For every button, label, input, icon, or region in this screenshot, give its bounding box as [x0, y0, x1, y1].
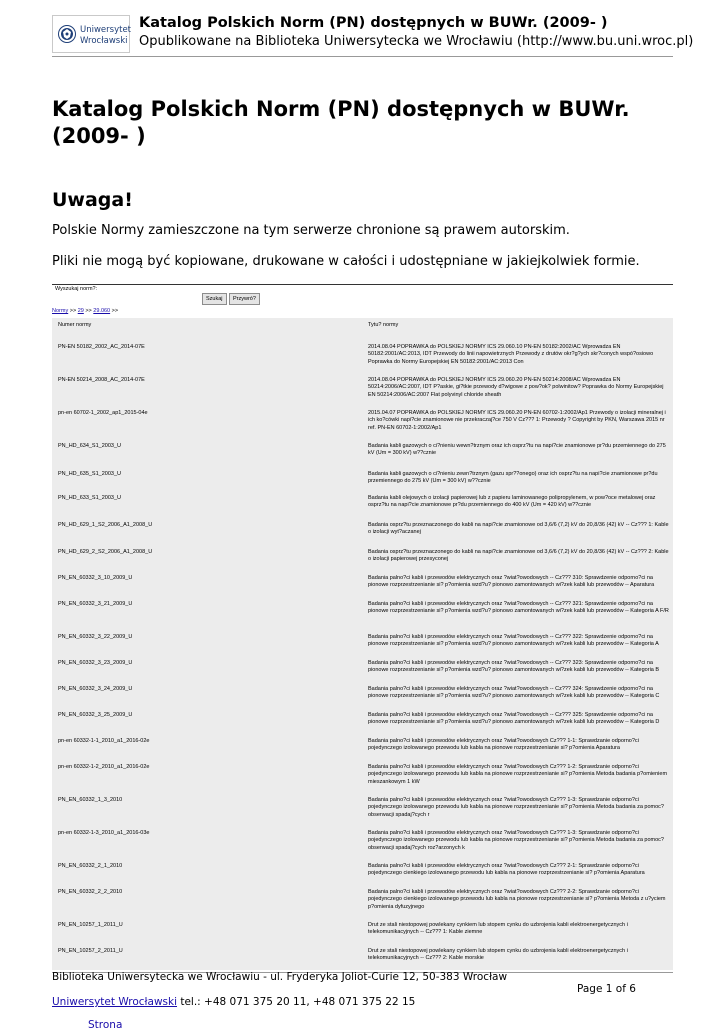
table-row[interactable]: [52, 340, 673, 373]
norm-number: PN_HD_633_S1_2003_U: [58, 495, 121, 501]
norm-number: PN-EN 50182_2002_AC_2014-07E: [58, 344, 145, 350]
warning-heading: Uwaga!: [52, 189, 133, 211]
table-row[interactable]: [52, 944, 673, 970]
norm-title: Badania palno?ci kabli i przewodów elektrycznych oraz ?wiat?owodowych -- Cz??? 324: Sprawdzenie odporno?ci na pionowe rozprzestrzenianie si? p?omienia wzd?u? pionowo zamontowanych wi?zek kabli lub przewodów -- Kategoria C: [368, 686, 660, 700]
norm-title: Badania palno?ci kabli i przewodów elektrycznych oraz ?wiat?owodowych -- Cz??? 321: Sprawdzenie odporno?ci na pionowe rozprzestrzenianie si? p?omienia wzd?u? pionowo zamontowanych wi?zek kabli lub przewodów -- Kategoria A F/R: [368, 601, 669, 615]
header-divider: [52, 56, 673, 57]
norm-number: pn-en 60332-1-2_2010_a1_2016-02e: [58, 764, 150, 770]
table-row[interactable]: [52, 630, 673, 656]
table-row[interactable]: [52, 571, 673, 597]
norm-number: PN_EN_60332_1_3_2010: [58, 797, 123, 803]
norm-number: PN_EN_60332_2_2_2010: [58, 889, 123, 895]
table-row[interactable]: [52, 656, 673, 682]
table-row[interactable]: [52, 545, 673, 571]
norm-number: PN_HD_629_1_S2_2006_A1_2008_U: [58, 522, 153, 528]
footer-phones: tel.: +48 071 375 20 11, +48 071 375 22 15: [177, 996, 416, 1008]
table-row[interactable]: [52, 918, 673, 944]
norm-title: Badania palno?ci kabli i przewodów elektrycznych oraz ?wiat?owodowych -- Cz??? 322: Sprawdzenie odporno?ci na pionowe rozprzestrzenianie si? p?omienia wzd?u? pionowo zamontowanych wi?zek kabli lub przewodów -- Kategoria A: [368, 634, 659, 648]
norm-title: Drut ze stali niestopowej powlekany cynkiem lub stopem cynku do uzbrojenia kabli elektroenergetycznych i telekomunikacyjnych -- Cz??? 1: Kable ziemne: [368, 922, 628, 936]
norm-number: pn-en 60702-1_2002_ap1_2015-04e: [58, 410, 148, 416]
norm-title: 2015.04.07 POPRAWKA do POLSKIEJ NORMY ICS 29.060.20 PN-EN 60702-1:2002/Ap1 Przewody o izolacji mineralnej i ich ko?cówki napi?cie znamionowe nie przekraczaj?ce 750 V Cz??? 1: Przewody ? Copyright by PKN, Warszawa 2015 nr ref. PN-EN 60702-1:2002/Ap1: [368, 410, 666, 431]
table-row[interactable]: [52, 597, 673, 630]
search-label: Wyszukaj norm?:: [55, 286, 98, 292]
table-row[interactable]: [52, 682, 673, 708]
table-row[interactable]: [52, 859, 673, 885]
column-header-title: Tytu? normy: [368, 322, 399, 328]
norm-title: Badania palno?ci kabli i przewodów elektrycznych oraz ?wiat?owodowych -- Cz??? 310: Sprawdzenie odporno?ci na pionowe rozprzestrzenianie si? p?omienia wzd?u? pionowo zamontowanych wi?zek kabli lub przewodów -- Aparatura: [368, 575, 655, 589]
norm-number: PN_HD_629_2_S2_2006_A1_2008_U: [58, 549, 153, 555]
breadcrumb-link-29-060[interactable]: 29.060: [93, 308, 111, 314]
table-row[interactable]: [52, 760, 673, 793]
restore-button[interactable]: Przywró?: [229, 293, 260, 305]
norm-title: Badania palno?ci kabli i przewodów elektrycznych oraz ?wiat?owodowych Cz??? 1-2: Sprawdzanie odporno?ci pojedynczego izolowanego przewodu lub kabla na pionowe rozprzestrzenianie si? p?omienia Metoda badania p?omieniem mieszankowym 1 kW: [368, 764, 668, 785]
norm-title: Badania kabli gazowych o ci?nieniu zewn?trznym (gazu spr??onego) oraz ich osprz?tu na napi?cie znamionowe pr?du przemiennego do 275 kV (Um = 300 kV) w??cznie: [368, 471, 658, 485]
norm-number: pn-en 60332-1-3_2010_a1_2016-03e: [58, 830, 150, 836]
table-row[interactable]: [52, 793, 673, 826]
norm-number: PN_EN_60332_2_1_2010: [58, 863, 123, 869]
column-header-number: Numer normy: [58, 322, 92, 328]
search-button[interactable]: Szukaj: [202, 293, 227, 305]
table-row[interactable]: [52, 885, 673, 918]
norm-number: PN_HD_634_S1_2003_U: [58, 443, 121, 449]
university-link[interactable]: Uniwersytet Wrocławski: [52, 996, 178, 1008]
logo-text-line2: Wrocławski: [80, 36, 128, 46]
norm-number: PN-EN 50214_2008_AC_2014-07E: [58, 377, 145, 383]
copyright-notice: Polskie Normy zamieszczone na tym serwerze chronione są prawem autorskim.: [52, 223, 570, 238]
norm-title: Badania palno?ci kabli i przewodów elektrycznych oraz ?wiat?owodowych -- Cz??? 323: Sprawdzenie odporno?ci na pionowe rozprzestrzenianie si? p?omienia wzd?u? pionowo zamontowanych wi?zek kabli lub przewodów -- Kategoria B: [368, 660, 660, 674]
university-crest-icon: [58, 24, 76, 44]
norm-title: Badania palno?ci kabli i przewodów elektrycznych oraz ?wiat?owodowych Cz??? 2-2: Sprawdzanie odporno?ci pojedynczego cienkiego izolowanego przewodu lub kabla na pionowe rozprzestrzenianie si? p?omienia Metoda z u?yciem p?omienia dyfuzyjnego: [368, 889, 666, 910]
norm-number: PN_EN_10257_1_2011_U: [58, 922, 123, 928]
norms-table: [52, 318, 673, 970]
norm-title: 2014.08.04 POPRAWKA do POLSKIEJ NORMY ICS 29.060.20 PN-EN 50214:2008/AC Wprowadza EN 50214:2006/AC:2007, IDT P?askie, gi?tkie przewody d?wigowe z pow?ok? polwinitow? Poprawka do Normy Europejskiej EN 50214:2006/AC:2007 Flat polyvinyl chloride sheath: [368, 377, 664, 398]
catalog-frame: [52, 284, 673, 972]
norm-number: PN_EN_60332_3_24_2009_U: [58, 686, 133, 692]
table-row[interactable]: [52, 491, 673, 518]
table-row[interactable]: [52, 708, 673, 734]
norm-title: Badania palno?ci kabli i przewodów elektrycznych oraz ?wiat?owodowych Cz??? 1-1: Sprawdzanie odporno?ci pojedynczego izolowanego przewodu lub kabla na pionowe rozprzestrzenianie si? p?omienia Aparatura: [368, 738, 639, 752]
norm-number: PN_EN_60332_3_10_2009_U: [58, 575, 133, 581]
breadcrumb: [52, 308, 118, 314]
table-row[interactable]: [52, 373, 673, 406]
norm-number: PN_HD_635_S1_2003_U: [58, 471, 121, 477]
norm-title: Badania palno?ci kabli i przewodów elektrycznych oraz ?wiat?owodowych Cz??? 1-3: Sprawdzanie odporno?ci pojedynczego izolowanego przewodu lub kabla na pionowe rozprzestrzenianie si? p?omienia Metoda badania za pomoc? obserwacji spadaj?cych roz?arzonych k: [368, 830, 664, 851]
breadcrumb-separator: >>: [68, 308, 78, 314]
header-title: Katalog Polskich Norm (PN) dostępnych w BUWr. (2009- ): [139, 15, 608, 31]
norm-number: PN_EN_60332_3_25_2009_U: [58, 712, 133, 718]
footer-address: Biblioteka Uniwersytecka we Wrocławiu - ul. Fryderyka Joliot-Curie 12, 50-383 Wrocław: [52, 971, 508, 983]
norm-title: Badania osprz?tu przeznaczonego do kabli na napi?cie znamionowe od 3,6/6 (7,2) kV do 20,8/36 (42) kV -- Cz??? 1: Kable o izolacji wyt?aczanej: [368, 522, 669, 536]
table-row[interactable]: [52, 467, 673, 491]
norm-title: 2014.08.04 POPRAWKA do POLSKIEJ NORMY ICS 29.060.10 PN-EN 50182:2002/AC Wprowadza EN 50182:2001/AC:2013, IDT Przewody do linii napowietrznych Przewody z drutów okr?g?ych skr?conych wspó?osiowo Poprawka do Normy Europejskiej EN 50182:2001/AC:2013 Con: [368, 344, 654, 365]
page-number: Page 1 of 6: [577, 983, 636, 995]
table-row[interactable]: [52, 518, 673, 545]
breadcrumb-link-29[interactable]: 29: [77, 308, 84, 314]
table-header-row: [52, 318, 673, 340]
norm-title: Badania kabli gazowych o ci?nieniu wewn?trznym oraz ich osprz?tu na napi?cie znamionowe pr?du przemiennego do 275 kV (Um = 300 kV) w??cznie: [368, 443, 666, 457]
footer-cut-link[interactable]: Strona: [88, 1019, 123, 1031]
norm-title: Badania palno?ci kabli i przewodów elektrycznych oraz ?wiat?owodowych -- Cz??? 325: Sprawdzenie odporno?ci na pionowe rozprzestrzenianie si? p?omienia wzd?u? pionowo zamontowanych wi?zek kabli lub przewodów -- Kategoria D: [368, 712, 660, 726]
breadcrumb-tail: >>: [110, 308, 119, 314]
norm-title: Badania osprz?tu przeznaczonego do kabli na napi?cie znamionowe od 3,6/6 (7,2) kV do 20,8/36 (42) kV -- Cz??? 2: Kable o izolacji papierowej przesyconej: [368, 549, 669, 563]
norm-number: pn-en 60332-1-1_2010_a1_2016-02e: [58, 738, 150, 744]
norm-title: Badania kabli olejowych o izolacji papierowej lub z papieru laminowanego polipropylenem, w pow?oce metalowej oraz osprz?tu na napi?cie znamionowe pr?du przemiennego do 400 kV (Um = 420 kV) w??cznie: [368, 495, 656, 509]
norm-title: Badania palno?ci kabli i przewodów elektrycznych oraz ?wiat?owodowych Cz??? 2-1: Sprawdzanie odporno?ci pojedynczego cienkiego izolowanego przewodu lub kabla na pionowe rozprzestrzenianie si? p?omienia Aparatura: [368, 863, 645, 877]
norm-title: Badania palno?ci kabli i przewodów elektrycznych oraz ?wiat?owodowych Cz??? 1-3: Sprawdzanie odporno?ci pojedynczego izolowanego przewodu lub kabla na pionowe rozprzestrzenianie si? p?omienia Metoda badania za pomoc? obserwacji spadaj?cych r: [368, 797, 664, 818]
footer-contact: [52, 996, 415, 1008]
breadcrumb-separator: >>: [83, 308, 94, 314]
norm-number: PN_EN_60332_3_21_2009_U: [58, 601, 133, 607]
norm-number: PN_EN_60332_3_23_2009_U: [58, 660, 133, 666]
table-row[interactable]: [52, 439, 673, 467]
page-title: Katalog Polskich Norm (PN) dostępnych w BUWr. (2009- ): [52, 97, 630, 148]
university-logo: [52, 15, 130, 53]
usage-notice: Pliki nie mogą być kopiowane, drukowane w całości i udostępniane w jakiejkolwiek formie.: [52, 254, 640, 269]
logo-text-line1: Uniwersytet: [80, 25, 131, 35]
norm-number: PN_EN_60332_3_22_2009_U: [58, 634, 133, 640]
table-row[interactable]: [52, 406, 673, 439]
table-row[interactable]: [52, 734, 673, 760]
page-header: [52, 14, 694, 56]
norm-title: Drut ze stali niestopowej powlekany cynkiem lub stopem cynku do uzbrojenia kabli elektroenergetycznych i telekomunikacyjnych -- Cz??? 2: Kable morskie: [368, 948, 628, 962]
table-row[interactable]: [52, 826, 673, 859]
header-subtitle: Opublikowane na Biblioteka Uniwersytecka we Wrocławiu (http://www.bu.uni.wroc.pl): [139, 34, 694, 49]
breadcrumb-link-normy[interactable]: Normy: [52, 308, 69, 314]
norm-number: PN_EN_10257_2_2011_U: [58, 948, 123, 954]
